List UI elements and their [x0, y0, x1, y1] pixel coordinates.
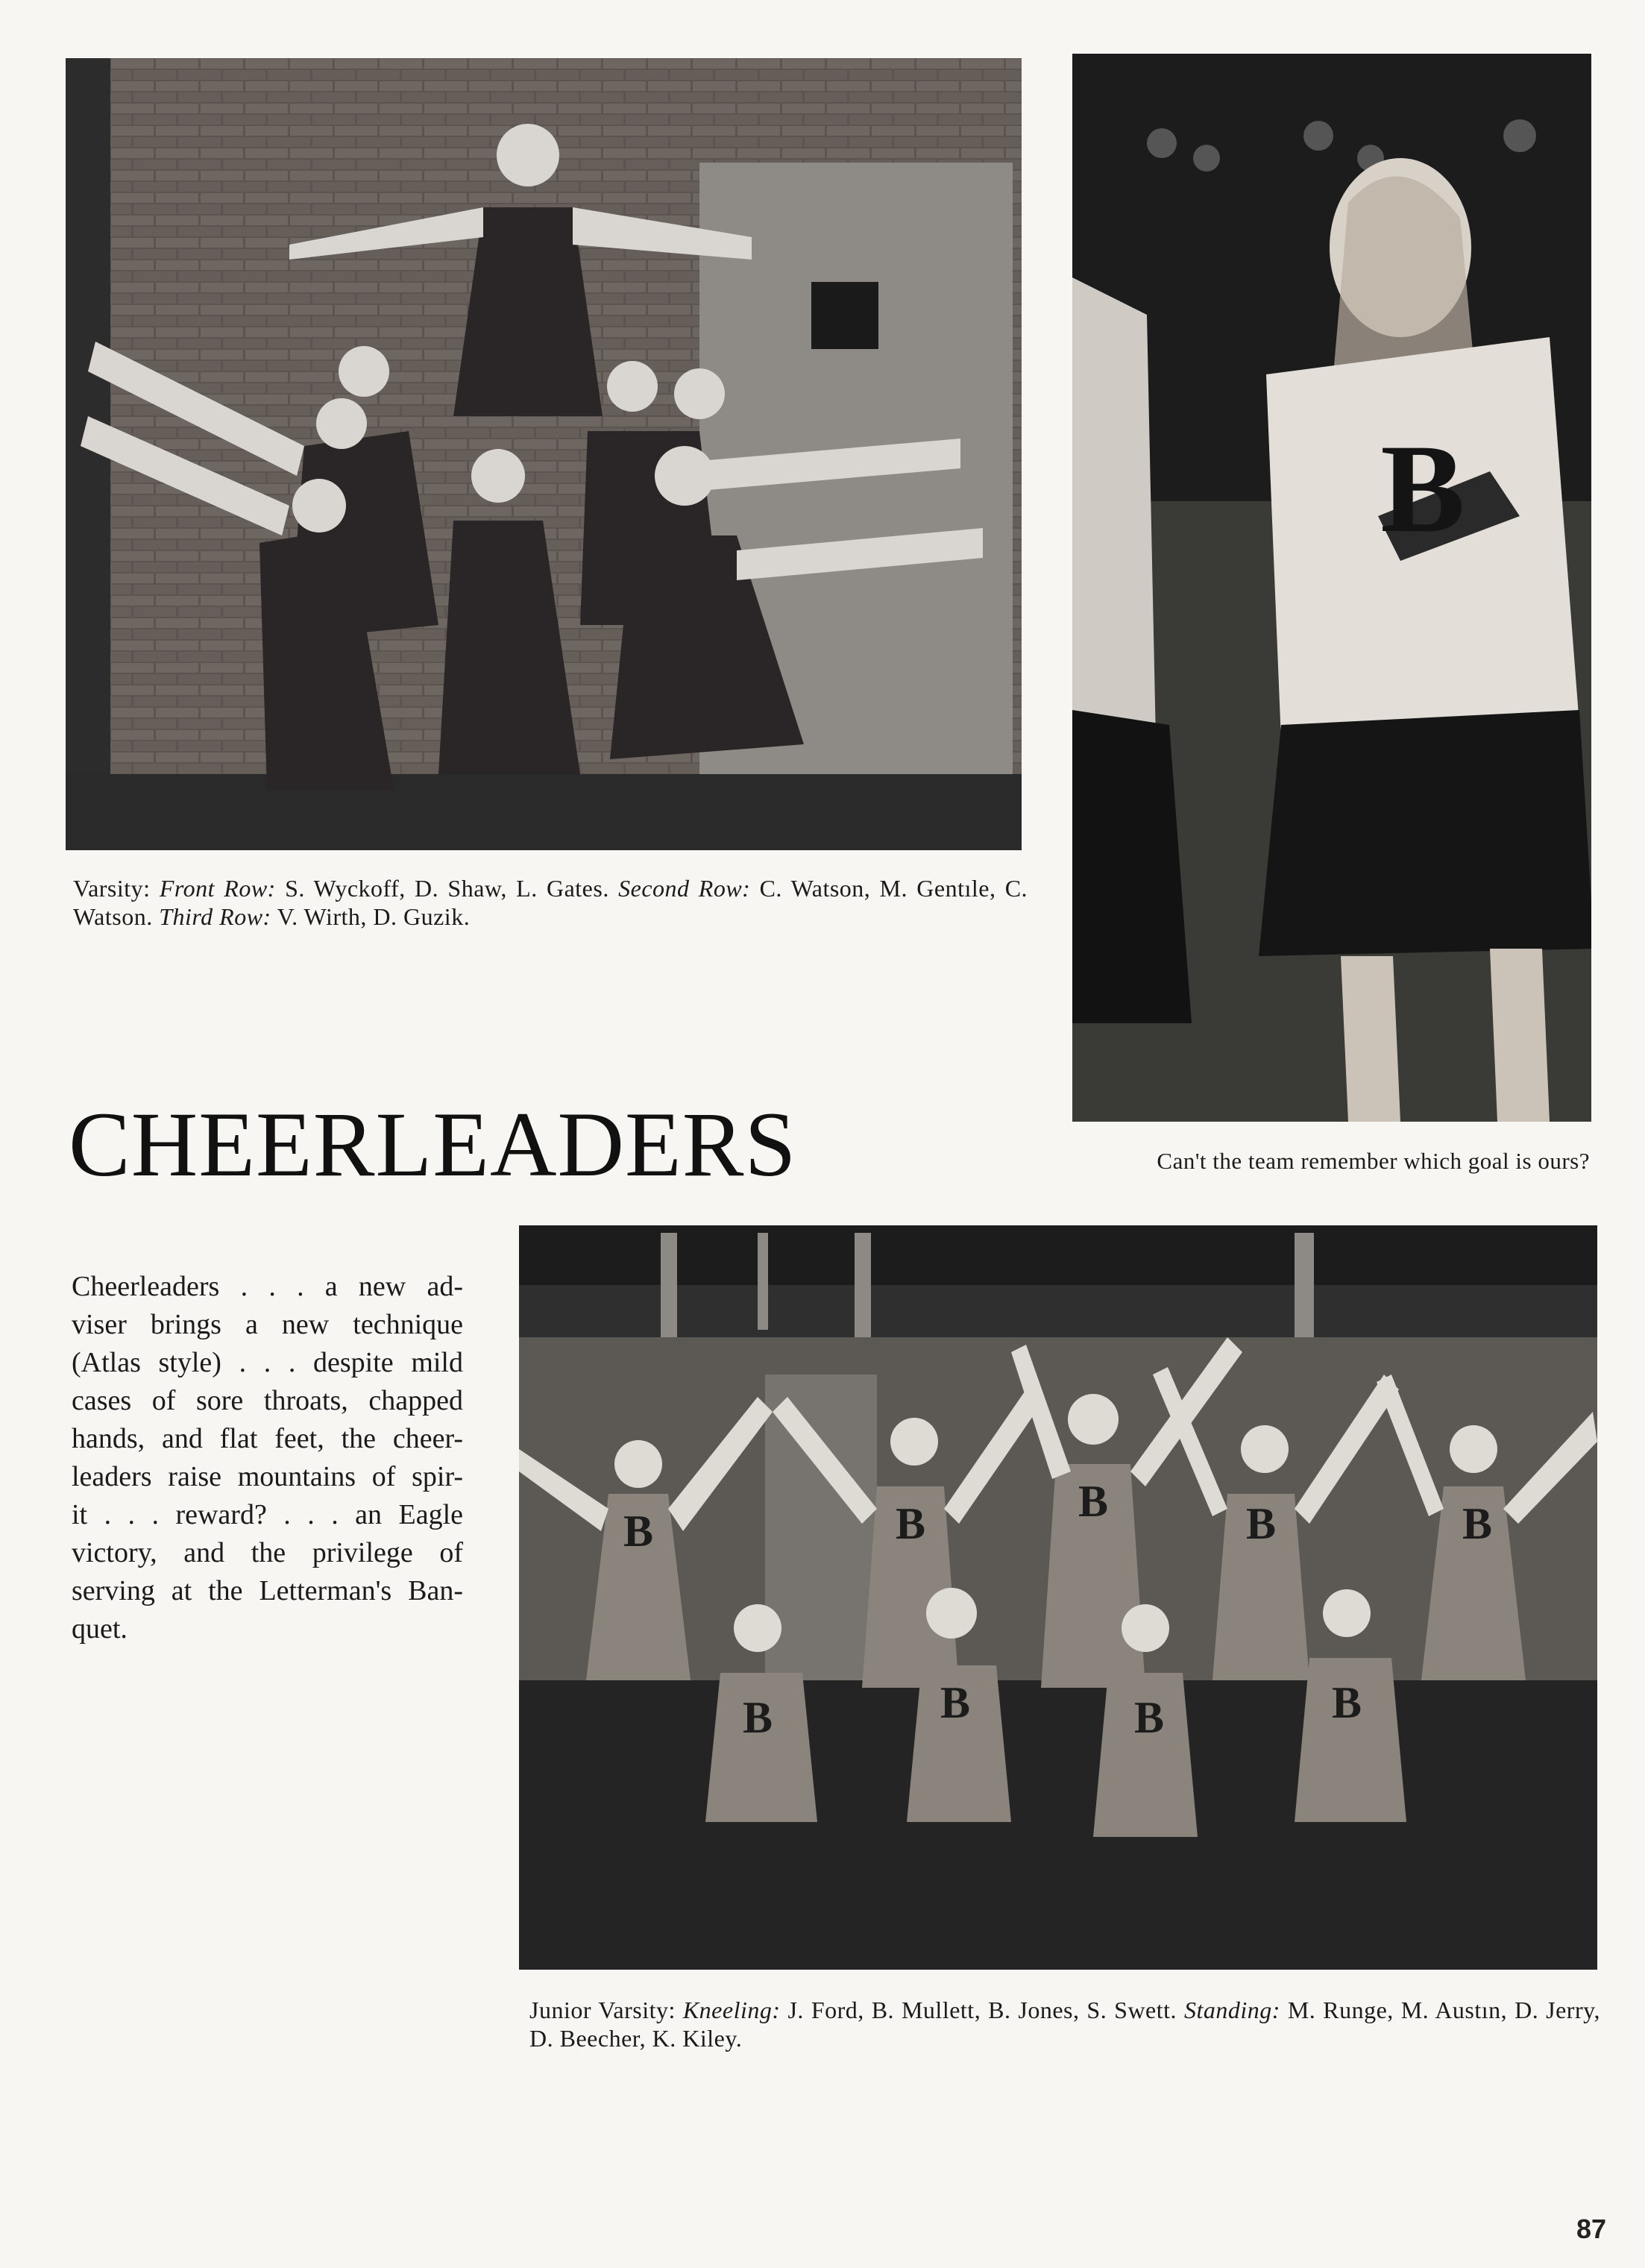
body-line: victory, and the privilege of [72, 1537, 463, 1568]
body-text [72, 1268, 463, 1648]
body-line: (Atlas style) . . . despite mild [72, 1347, 463, 1378]
caption-label-third-row: Third Row: [159, 903, 271, 930]
game-cheerleader-photo [1072, 54, 1591, 1122]
body-line: quet. [72, 1613, 128, 1645]
jumper-letter: B [940, 1678, 971, 1727]
jumper-letter: B [1331, 1678, 1362, 1727]
game-photo-caption: Can't the team remember which goal is ours? [1157, 1148, 1590, 1174]
caption-label-kneeling: Kneeling: [682, 1997, 781, 2023]
body-line: hands, and flat feet, the cheer- [72, 1423, 463, 1454]
jumper-letter: B [1133, 1693, 1165, 1742]
caption-label-second-row: Second Row: [618, 875, 751, 902]
caption-segment: M. Runge, M. Austın, D. Jerry, D. Beecher, K. Kiley. [529, 1997, 1601, 2052]
caption-label-standing: Standing: [1183, 1997, 1280, 2023]
varsity-cheerleaders-photo [66, 58, 1022, 850]
jumper-letter: B [623, 1507, 654, 1556]
jumper-letter: B [742, 1693, 773, 1742]
caption-segment: J. Ford, B. Mullett, B. Jones, S. Swett. [780, 1997, 1184, 2023]
caption-label-front-row: Front Row: [159, 875, 276, 902]
jumper-letter: B [1245, 1499, 1277, 1548]
body-line: viser brings a new technique [72, 1309, 463, 1340]
caption-segment: Junior Varsity: [529, 1997, 683, 2023]
page-number: 87 [1576, 2214, 1606, 2244]
sweater-letter: B [1380, 418, 1465, 559]
page-title: CHEERLEADERS [69, 1093, 797, 1196]
caption-segment: Varsity: [73, 875, 160, 902]
body-line: leaders raise mountains of spir- [72, 1461, 463, 1492]
caption-segment: C. Watson, M. Gentıle, C. Watson. [73, 875, 1028, 930]
body-line: Cheerleaders . . . a new ad- [72, 1271, 463, 1302]
varsity-caption [73, 874, 1028, 931]
body-line: serving at the Letterman's Ban- [72, 1575, 463, 1606]
junior-varsity-photo [519, 1225, 1597, 1970]
junior-varsity-caption [529, 1996, 1600, 2052]
jumper-letter: B [1078, 1477, 1109, 1526]
caption-segment: S. Wyckoff, D. Shaw, L. Gates. [275, 875, 619, 902]
body-line: it . . . reward? . . . an Eagle [72, 1499, 463, 1530]
jumper-letter: B [1462, 1499, 1493, 1548]
body-line: cases of sore throats, chapped [72, 1385, 463, 1416]
caption-segment: V. Wirth, D. Guzik. [271, 903, 471, 930]
jumper-letter: B [895, 1499, 926, 1548]
